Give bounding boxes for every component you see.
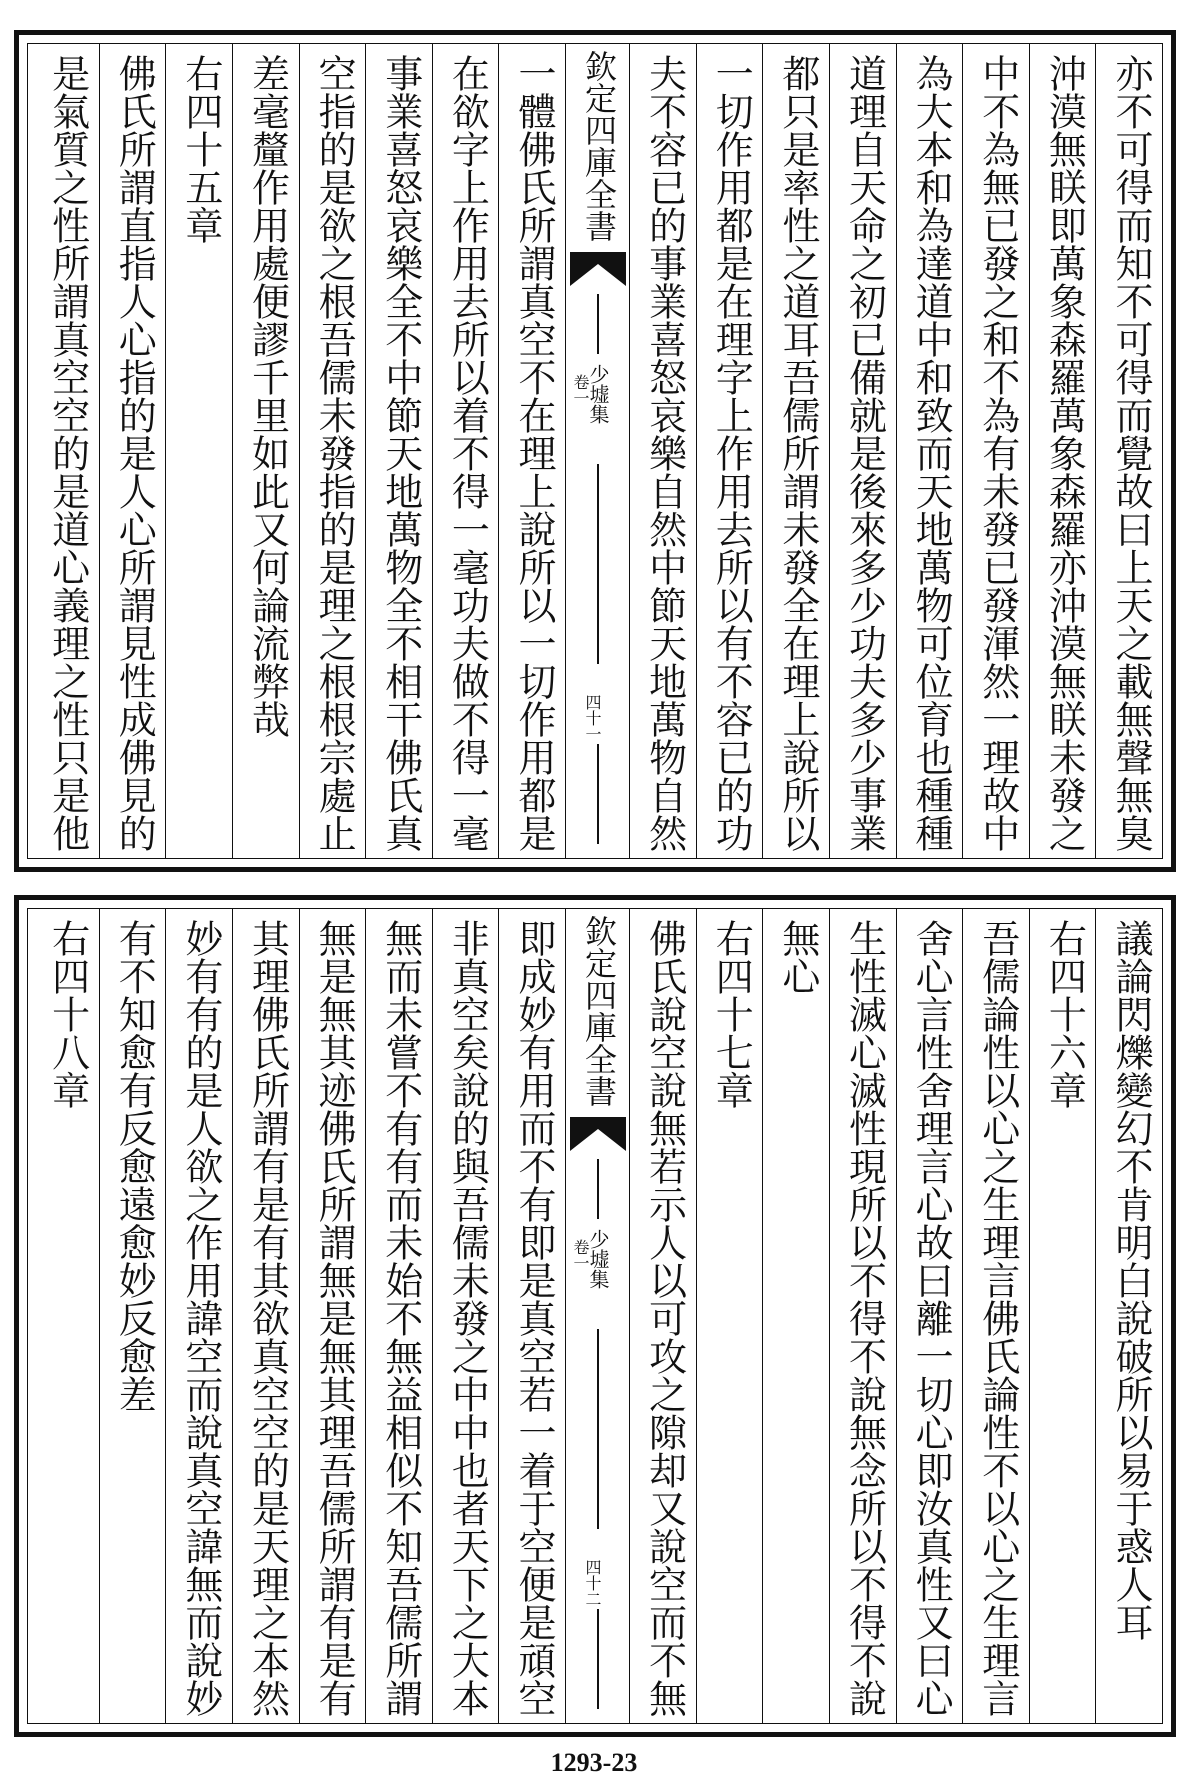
text-column: 差毫釐作用處便謬千里如此又何論流弊哉 (232, 44, 299, 858)
book-name: 少墟集 (586, 364, 610, 424)
book-name: 少墟集 (586, 1229, 610, 1289)
fold-line (597, 744, 599, 844)
text-column: 右四十七章 (696, 909, 763, 1723)
text-column: 即成妙有用而不有即是真空若一着于空便是頑空 (498, 909, 565, 1723)
folio-number: 四十一 (583, 694, 602, 742)
text-column: 是氣質之性所謂真空空的是道心義理之性只是他 (45, 54, 90, 852)
lower-page-frame (27, 908, 1163, 1724)
fold-line (597, 294, 599, 354)
text-column: 亦不可得而知不可得而覺故曰上天之載無聲無臭 (1095, 44, 1162, 858)
upper-page-frame (27, 43, 1163, 859)
text-column: 為大本和為達道中和致而天地萬物可位育也種種 (896, 44, 963, 858)
text-column: 在欲字上作用去所以着不得一毫功夫做不得一毫 (432, 44, 499, 858)
text-column: 右四十六章 (1029, 909, 1096, 1723)
fold-line (597, 1329, 599, 1529)
fold-line (597, 1609, 599, 1709)
text-column: 非真空矣說的與吾儒未發之中中也者天下之大本 (432, 909, 499, 1723)
text-column: 無心 (762, 909, 829, 1723)
lower-page (14, 895, 1176, 1737)
text-column: 事業喜怒哀樂全不中節天地萬物全不相干佛氏真 (365, 44, 432, 858)
center-fold-column (565, 44, 629, 858)
fishtail-mark-icon (570, 252, 626, 286)
collection-title: 欽定四庫全書 (580, 50, 618, 242)
text-column: 都只是率性之道耳吾儒所謂未發全在理上說所以 (762, 44, 829, 858)
upper-text-columns (28, 44, 1162, 858)
text-column: 舍心言性舍理言心故曰離一切心即汝真性又曰心 (896, 909, 963, 1723)
text-column: 佛氏所謂直指人心指的是人心所謂見性成佛見的 (99, 44, 166, 858)
text-column: 沖漠無眹即萬象森羅萬象森羅亦沖漠無眹未發之 (1029, 44, 1096, 858)
lower-text-columns (28, 909, 1162, 1723)
page-number-footer: 1293-23 (550, 1748, 638, 1777)
text-column: 一切作用都是在理字上作用去所以有不容已的功 (696, 44, 763, 858)
fishtail-mark-icon (570, 1117, 626, 1151)
text-column: 議論閃爍變幻不肯明白說破所以易于惑人耳 (1095, 909, 1162, 1723)
text-column: 佛氏說空說無若示人以可攻之隙却又說空而不無 (629, 909, 696, 1723)
upper-page (14, 30, 1176, 872)
text-column: 妙有有的是人欲之作用諱空而說真空諱無而說妙 (165, 909, 232, 1723)
text-column: 吾儒論性以心之生理言佛氏論性不以心之生理言 (962, 909, 1029, 1723)
text-column: 右四十八章 (45, 919, 90, 1109)
text-column: 中不為無已發之和不為有未發已發渾然一理故中 (962, 44, 1029, 858)
volume-label: 卷一 (571, 374, 590, 406)
text-column: 夫不容已的事業喜怒哀樂自然中節天地萬物自然 (629, 44, 696, 858)
folio-number: 四十二 (583, 1559, 602, 1607)
fold-line (597, 464, 599, 664)
text-column: 右四十五章 (165, 44, 232, 858)
text-column: 有不知愈有反愈遠愈妙反愈差 (99, 909, 166, 1723)
fold-line (597, 1159, 599, 1219)
collection-title: 欽定四庫全書 (580, 915, 618, 1107)
volume-label: 卷一 (571, 1239, 590, 1271)
text-column: 無是無其迹佛氏所謂無是無其理吾儒所謂有是有 (299, 909, 366, 1723)
center-fold-column (565, 909, 629, 1723)
text-column: 其理佛氏所謂有是有其欲真空空的是天理之本然 (232, 909, 299, 1723)
text-column: 生性滅心滅性現所以不得不說無念所以不得不說 (829, 909, 896, 1723)
text-column: 空指的是欲之根吾儒未發指的是理之根根宗處止 (299, 44, 366, 858)
text-column: 無而未嘗不有有而未始不無益相似不知吾儒所謂 (365, 909, 432, 1723)
text-column: 道理自天命之初已備就是後來多少功夫多少事業 (829, 44, 896, 858)
text-column: 一體佛氏所謂真空不在理上說所以一切作用都是 (498, 44, 565, 858)
